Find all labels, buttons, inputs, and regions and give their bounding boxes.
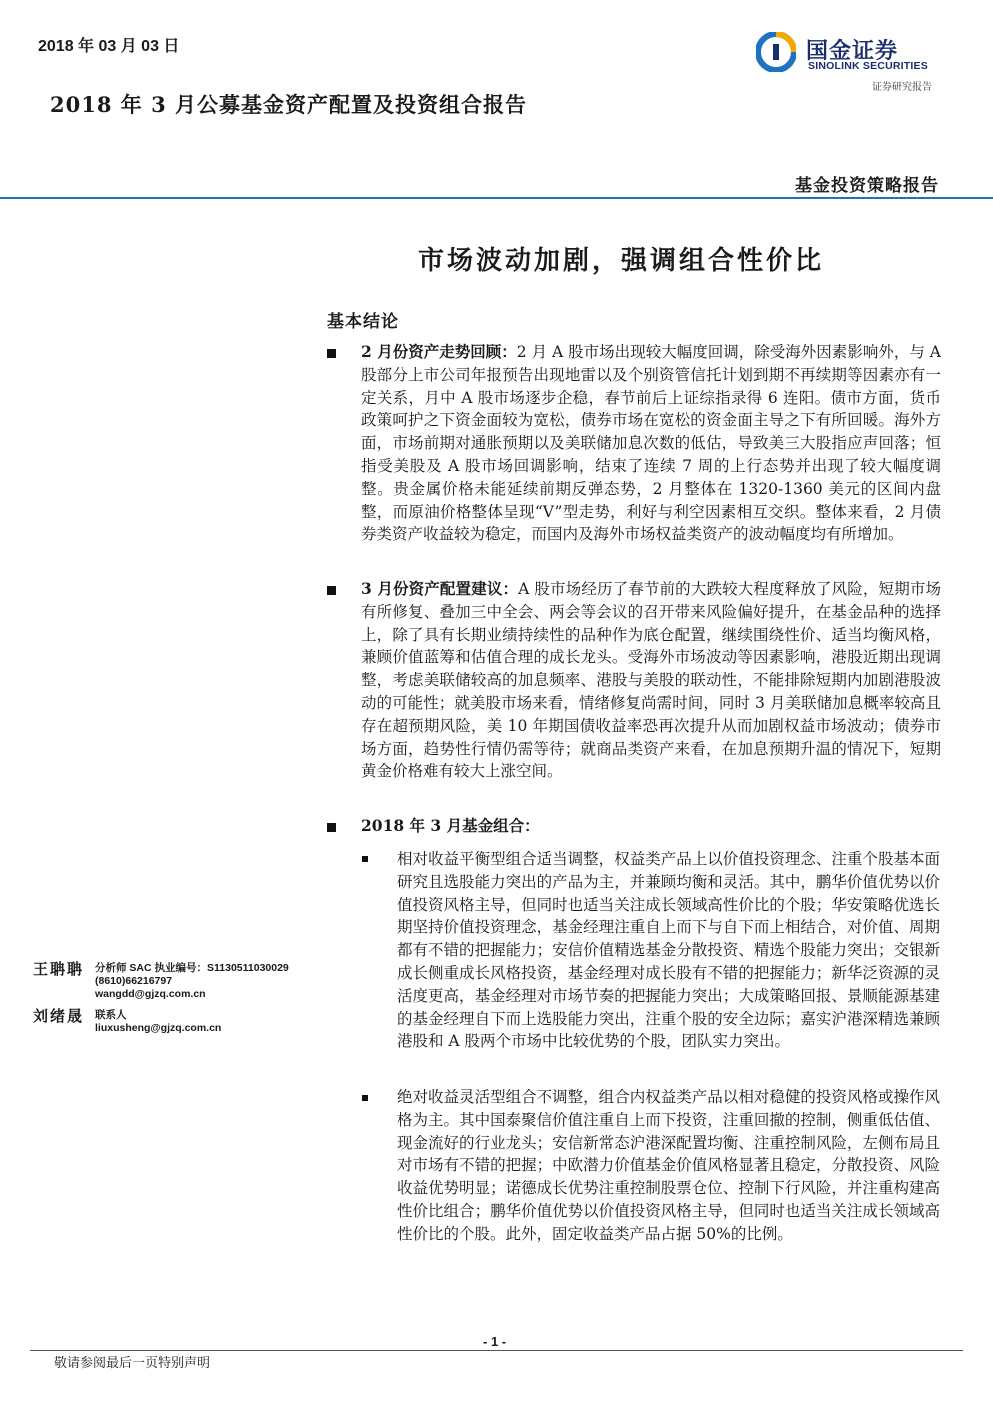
bullet-text: 2 月 A 股市场出现较大幅度回调，除受海外因素影响外，与 A 股部分上市公司年报预告出现地雷以及个别资管信托计划到期不再续期等因素亦有一定关系，月中 A 股市场逐步企稳，春节前后上证综指录得 6 连阳。债市方面，货币政策呵护之下资金面较为宽松，债券市场在宽松的资金面主导之下有所回暖。海外方面，市场前期对通胀预期以及美联储加息次数的低估，导致美三大股指应声回落；恒指受美股及 A 股市场回调影响，结束了连续 7 周的上行态势并出现了较大幅度调整。贵金属价格未能延续前期反弹态势，2 月整体在 1320-1360 美元的区间内盘整，而原油价格整体呈现“V”型走势，利好与利空因素相互交织。整体来看，2 月债券类资产收益较为稳定，而国内及海外市场权益类资产的波动幅度均有所增加。 [361,343,941,544]
headline: 市场波动加剧，强调组合性价比 [418,246,825,276]
contact-name: 刘绪晟 [33,1007,85,1025]
bullet-text: A 股市场经历了春节前的大跌较大程度释放了风险，短期市场有所修复、叠加三中全会、两会等会议的召开带来风险偏好提升，在基金品种的选择上，除了具有长期业绩持续性的品种作为底仓配置，继续围绕性价、适当均衡风格，兼顾价值蓝筹和估值合理的成长龙头。受海外市场波动等因素影响，港股近期出现调整，考虑美联储较高的加息频率、港股与美股的联动性，不能排除短期内加剧港股波动的可能性；就美股市场来看，情绪修复尚需时间，同时 3 月美联储加息概率较高且存在超预期风险，美 10 年期国债收益率恐再次提升从而加剧权益市场波动；债券市场方面，趋势性行情仍需等待；就商品类资产来看，在加息预期升温的情况下，短期黄金价格难有较大上涨空间。 [361,580,941,781]
bullet-paragraph-portfolio [361,815,941,838]
report-date: 2018 年 03 月 03 日 [38,38,180,55]
report-category: 基金投资策略报告 [795,176,939,196]
contact-role: 联系人 [95,1009,127,1021]
bullet-marker [327,823,336,832]
header-divider [0,197,993,199]
bullet-label: 2018 年 3 月基金组合： [361,816,540,835]
contact-email[interactable]: liuxusheng@gjzq.com.cn [95,1022,222,1034]
analyst-sac-id: 分析师 SAC 执业编号：S1130511030029 [95,962,289,974]
bullet-paragraph-allocation [361,578,941,783]
logo-chinese-name: 国金证券 [806,38,899,63]
contact-info [95,1009,221,1035]
sinolink-logo-icon [756,32,796,72]
bullet-label: 2 月份资产走势回顾： [361,342,517,361]
report-type-label: 证券研究报告 [872,82,932,93]
sub-bullet-marker [362,1095,368,1101]
section-heading: 基本结论 [327,312,399,332]
bullet-marker [327,349,336,358]
analyst-phone: (8610)66216797 [95,975,173,987]
report-title: 2018 年 3 月公募基金资产配置及投资组合报告 [50,92,527,117]
bullet-marker [327,586,336,595]
bullet-paragraph-review [361,341,941,546]
sub-paragraph-absolute-portfolio: 绝对收益灵活型组合不调整，组合内权益类产品以相对稳健的投资风格或操作风格为主。其中国泰聚信价值注重自上而下投资，注重回撤的控制，侧重低估值、现金流好的行业龙头；安信新常态沪港深配置均衡、注重控制风险，左侧布局且对市场有不错的把握；中欧潜力价值基金价值风格显著且稳定，分散投资、风险收益优势明显；诺德成长优势注重控制股票仓位、控制下行风险，并注重构建高性价比组合；鹏华价值优势以价值投资风格主导，但同时也适当关注成长领域高性价比的个股。此外，固定收益类产品占据 50%的比例。 [397,1088,940,1243]
analyst-email[interactable]: wangdd@gjzq.com.cn [95,988,206,1000]
analyst-info [95,962,289,1001]
logo-english-name: SINOLINK SECURITIES [808,60,928,72]
bullet-label: 3 月份资产配置建议： [361,579,519,598]
sub-paragraph-relative-portfolio: 相对收益平衡型组合适当调整，权益类产品上以价值投资理念、注重个股基本面研究且选股能力突出的产品为主，并兼顾均衡和灵活。其中，鹏华价值优势以价值投资风格主导，但同时也适当关注成长领域高性价比的个股；华安策略优选长期坚持价值投资理念，基金经理注重自上而下与自下而上相结合，对价值、周期都有不错的把握能力；安信价值精选基金分散投资、精选个股能力突出；交银新成长侧重成长风格投资，基金经理对成长股有不错的把握能力；新华泛资源的灵活度更高，基金经理对市场节奏的把握能力突出；大成策略回报、景顺能源基建的基金经理自下而上选股能力突出，注重个股的安全边际；嘉实沪港深精选兼顾港股和 A 股两个市场中比较优势的个股，团队实力突出。 [397,850,940,1051]
analyst-name: 王聃聃 [33,960,85,978]
company-logo [756,30,946,76]
page-number: - 1 - [483,1334,507,1349]
footer-divider [30,1350,963,1351]
sub-bullet-marker [362,856,368,862]
footer-disclaimer-note: 敬请参阅最后一页特别声明 [54,1356,211,1371]
